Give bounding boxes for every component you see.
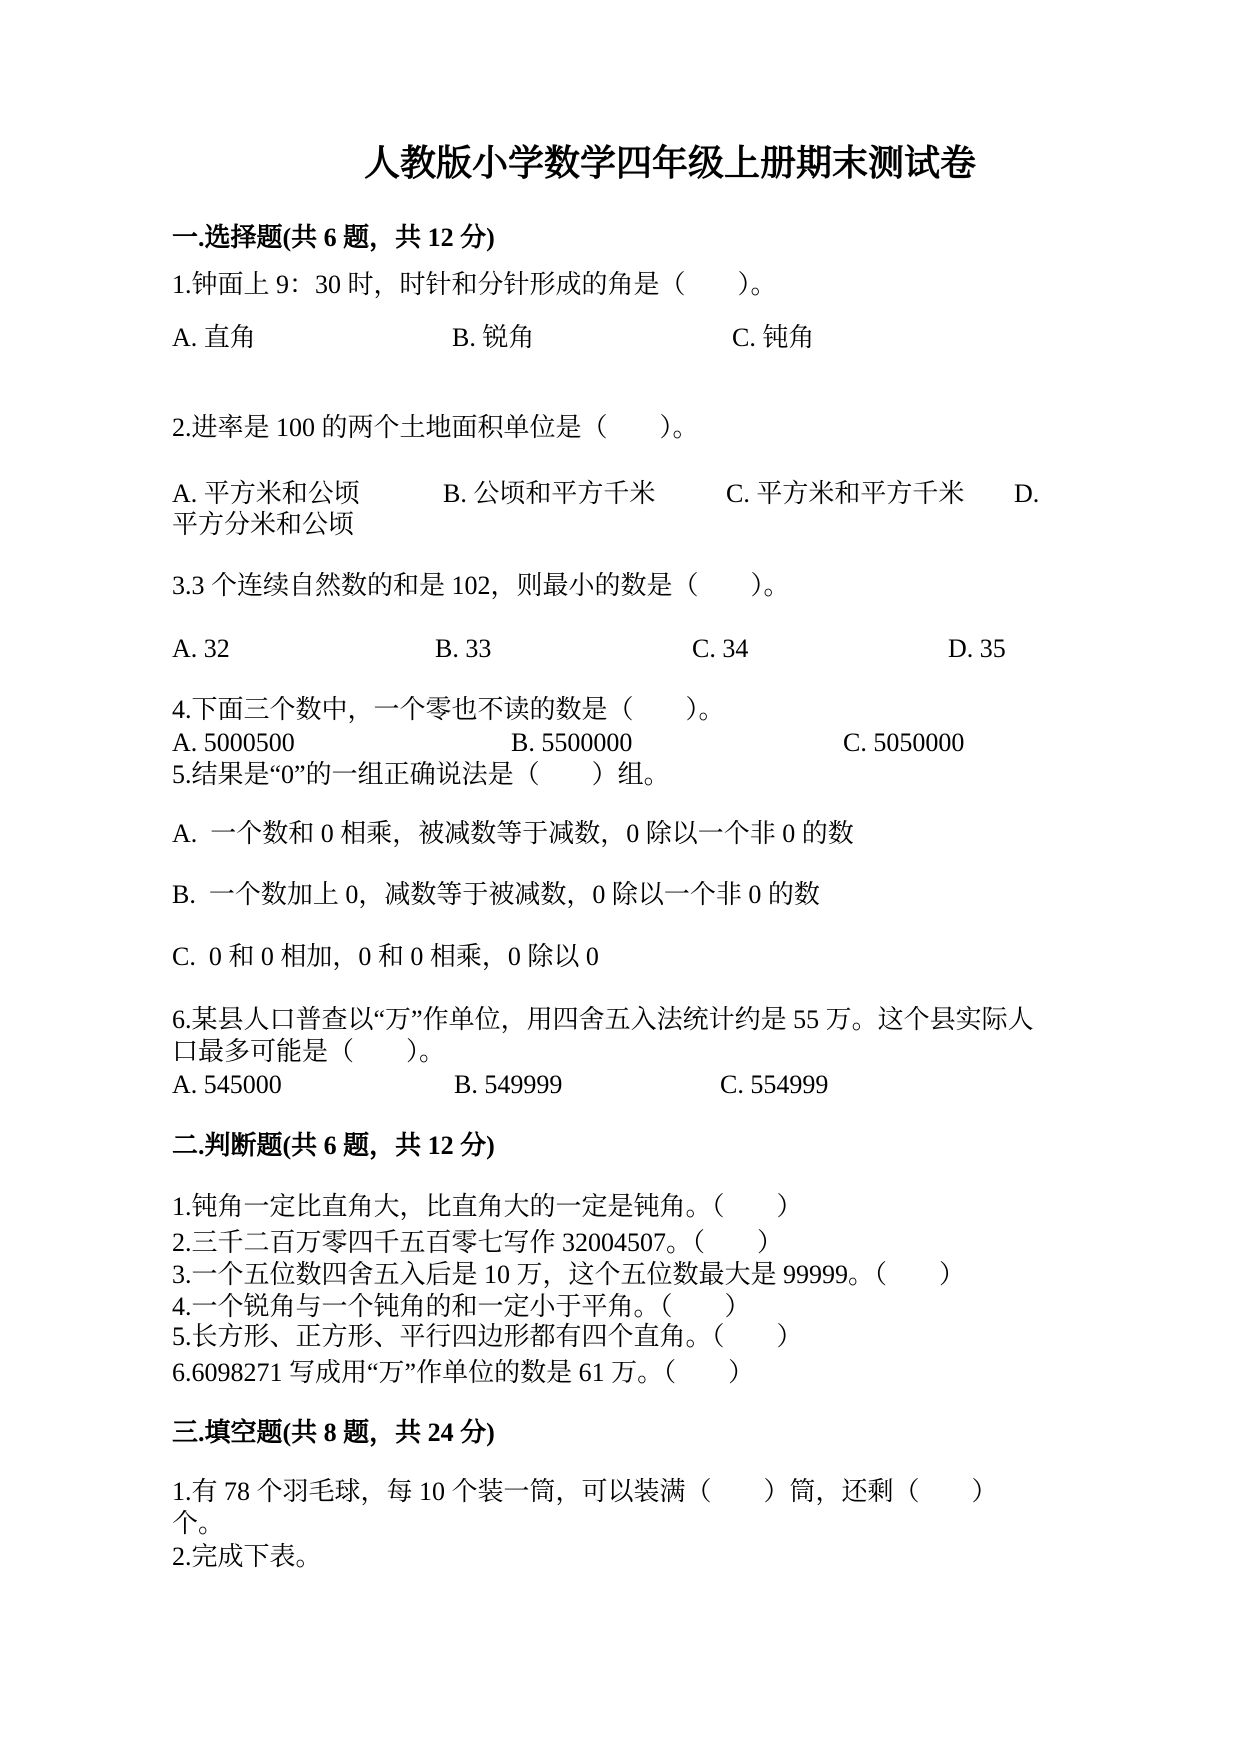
choice-q3-option-a: A. 32 (172, 634, 230, 663)
section-heading-blank: 三.填空题(共 8 题，共 24 分) (172, 1418, 495, 1447)
judge-item-2: 2.三千二百万零四千五百零七写作 32004507。（ ） (172, 1228, 784, 1257)
judge-item-4: 4.一个锐角与一个钝角的和一定小于平角。（ ） (172, 1292, 751, 1321)
choice-q3-option-d: D. 35 (948, 634, 1006, 663)
choice-q2-option-d-wrap: 平方分米和公顷 (172, 510, 355, 539)
choice-q4-option-b: B. 5500000 (511, 728, 633, 757)
choice-q2-option-a: A. 平方米和公顷 (172, 479, 360, 508)
page-title: 人教版小学数学四年级上册期末测试卷 (363, 143, 976, 183)
choice-q6-option-b: B. 549999 (454, 1070, 563, 1099)
choice-q4-option-a: A. 5000500 (172, 728, 295, 757)
blank-q1-line2: 个。 (172, 1509, 225, 1538)
judge-item-3: 3.一个五位数四舍五入后是 10 万，这个五位数最大是 99999。（ ） (172, 1260, 966, 1289)
choice-q2-option-b: B. 公顷和平方千米 (443, 479, 656, 508)
judge-item-6: 6.6098271 写成用“万”作单位的数是 61 万。（ ） (172, 1358, 755, 1387)
choice-q2-stem: 2.进率是 100 的两个土地面积单位是（ ）。 (172, 413, 699, 442)
choice-q1-option-c: C. 钝角 (732, 323, 815, 352)
choice-q2-option-c: C. 平方米和平方千米 (726, 479, 965, 508)
choice-q3-option-b: B. 33 (435, 634, 492, 663)
choice-q2-options (172, 478, 1072, 510)
choice-q3-stem: 3.3 个连续自然数的和是 102，则最小的数是（ ）。 (172, 571, 790, 600)
choice-q6-stem-line1: 6.某县人口普查以“万”作单位，用四舍五入法统计约是 55 万。这个县实际人 (172, 1005, 1034, 1034)
choice-q1-option-b: B. 锐角 (452, 323, 535, 352)
choice-q3-options (172, 633, 1072, 665)
choice-q2-option-d: D. (1014, 479, 1040, 508)
choice-q5-option-b: B. 一个数加上 0，减数等于被减数，0 除以一个非 0 的数 (172, 880, 820, 909)
choice-q5-stem: 5.结果是“0”的一组正确说法是（ ）组。 (172, 760, 670, 789)
choice-q6-option-c: C. 554999 (720, 1070, 829, 1099)
choice-q4-stem: 4.下面三个数中，一个零也不读的数是（ ）。 (172, 695, 725, 724)
choice-q1-option-a: A. 直角 (172, 323, 256, 352)
judge-item-1: 1.钝角一定比直角大，比直角大的一定是钝角。（ ） (172, 1192, 803, 1221)
choice-q5-option-c: C. 0 和 0 相加，0 和 0 相乘，0 除以 0 (172, 942, 599, 971)
choice-q4-options (172, 727, 1072, 759)
choice-q5-option-a: A. 一个数和 0 相乘，被减数等于减数，0 除以一个非 0 的数 (172, 819, 854, 848)
section-heading-choice: 一.选择题(共 6 题，共 12 分) (172, 223, 495, 252)
choice-q3-option-c: C. 34 (692, 634, 749, 663)
blank-q2: 2.完成下表。 (172, 1542, 322, 1571)
choice-q4-option-c: C. 5050000 (843, 728, 965, 757)
choice-q1-stem: 1.钟面上 9：30 时，时针和分针形成的角是（ ）。 (172, 270, 777, 299)
choice-q6-options (172, 1069, 1072, 1101)
judge-item-5: 5.长方形、正方形、平行四边形都有四个直角。（ ） (172, 1322, 803, 1351)
choice-q1-options (172, 322, 1072, 354)
choice-q6-option-a: A. 545000 (172, 1070, 282, 1099)
blank-q1-line1: 1.有 78 个羽毛球，每 10 个装一筒，可以装满（ ）筒，还剩（ ） (172, 1477, 998, 1506)
choice-q6-stem-line2: 口最多可能是（ ）。 (172, 1037, 446, 1066)
section-heading-judge: 二.判断题(共 6 题，共 12 分) (172, 1131, 495, 1160)
